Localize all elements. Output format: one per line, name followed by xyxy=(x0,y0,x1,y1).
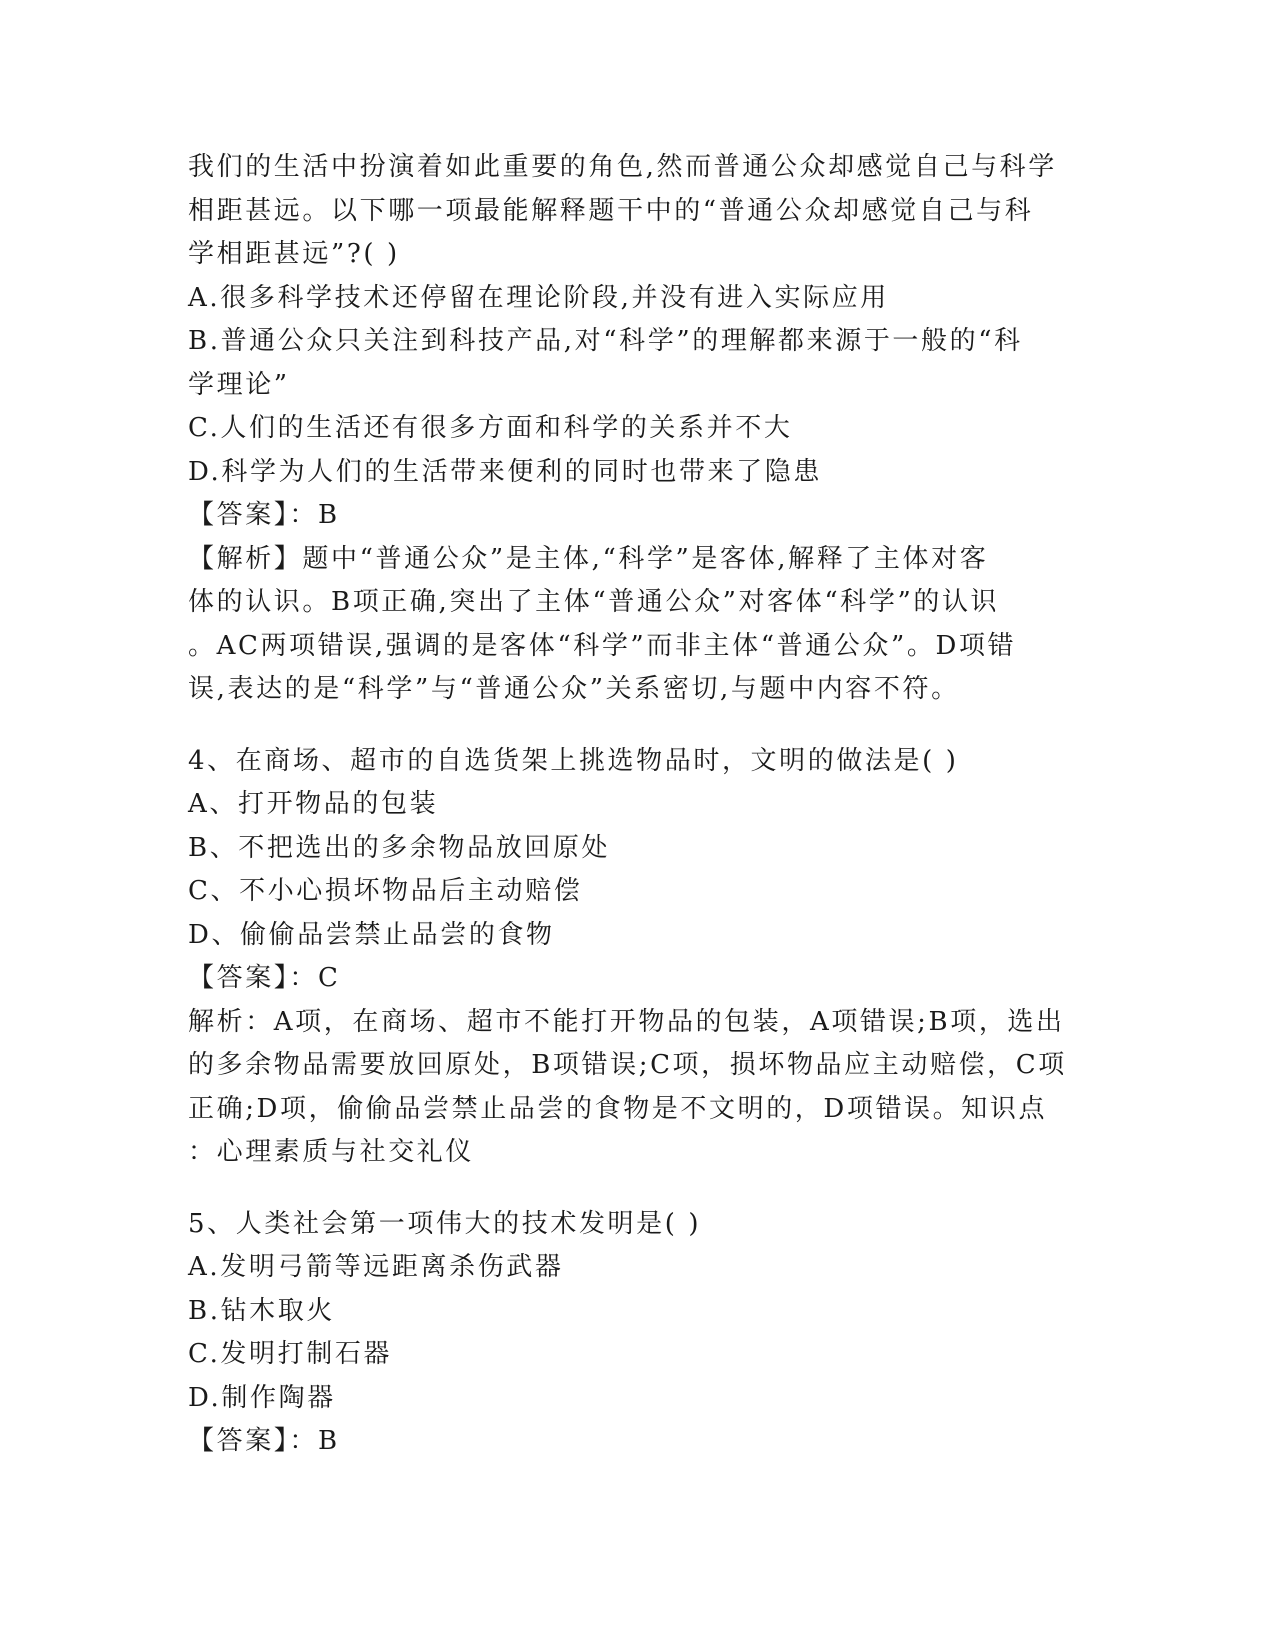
analysis-line: 的多余物品需要放回原处，B项错误;C项，损坏物品应主动赔偿，C项 xyxy=(188,1050,1067,1080)
analysis-line: 解析：A项，在商场、超市不能打开物品的包装，A项错误;B项，选出 xyxy=(188,1006,1065,1037)
analysis-line: 【解析】题中“普通公众”是主体,“科学”是客体,解释了主体对客 xyxy=(188,543,989,574)
option-c: C.发明打制石器 xyxy=(188,1339,393,1369)
option-d: D.科学为人们的生活带来便利的同时也带来了隐患 xyxy=(188,456,822,487)
answer: 【答案】：C xyxy=(188,963,341,993)
question-spacer xyxy=(188,712,1088,740)
option-a: A.很多科学技术还停留在理论阶段,并没有进入实际应用 xyxy=(188,282,889,313)
option-a: A、打开物品的包装 xyxy=(188,789,439,819)
option-b-line: B.普通公众只关注到科技产品,对“科学”的理解都来源于一般的“科 xyxy=(188,326,1023,356)
option-b-line: 学理论” xyxy=(188,369,290,400)
option-c: C.人们的生活还有很多方面和科学的关系并不大 xyxy=(188,413,793,443)
analysis-line: 。AC两项错误,强调的是客体“科学”而非主体“普通公众”。D项错 xyxy=(188,630,1017,661)
question-3 xyxy=(188,146,1088,712)
question-spacer xyxy=(188,1175,1088,1203)
analysis-line: ：心理素质与社交礼仪 xyxy=(188,1137,475,1167)
option-b: B.钻木取火 xyxy=(188,1295,335,1326)
question-stem-line: 相距甚远。以下哪一项最能解释题干中的“普通公众却感觉自己与科 xyxy=(188,195,1034,226)
option-a: A.发明弓箭等远距离杀伤武器 xyxy=(188,1252,564,1282)
question-5 xyxy=(188,1203,1088,1464)
analysis-line: 误,表达的是“科学”与“普通公众”关系密切,与题中内容不符。 xyxy=(188,674,960,704)
question-stem: 5、人类社会第一项伟大的技术发明是( ) xyxy=(188,1208,702,1239)
option-b: B、不把选出的多余物品放回原处 xyxy=(188,832,611,863)
question-stem-line: 学相距甚远”?( ) xyxy=(188,239,400,269)
option-d: D.制作陶器 xyxy=(188,1382,336,1413)
analysis-line: 体的认识。B项正确,突出了主体“普通公众”对客体“科学”的认识 xyxy=(188,587,1000,617)
question-stem-line: 我们的生活中扮演着如此重要的角色,然而普通公众却感觉自己与科学 xyxy=(188,152,1057,182)
document-page xyxy=(188,146,1088,1464)
answer: 【答案】：B xyxy=(188,500,340,530)
answer: 【答案】：B xyxy=(188,1426,340,1456)
option-c: C、不小心损坏物品后主动赔偿 xyxy=(188,876,583,906)
question-4 xyxy=(188,740,1088,1175)
analysis-line: 正确;D项，偷偷品尝禁止品尝的食物是不文明的，D项错误。知识点 xyxy=(188,1093,1048,1124)
option-d: D、偷偷品尝禁止品尝的食物 xyxy=(188,919,555,950)
question-stem: 4、在商场、超市的自选货架上挑选物品时，文明的做法是( ) xyxy=(188,745,959,776)
